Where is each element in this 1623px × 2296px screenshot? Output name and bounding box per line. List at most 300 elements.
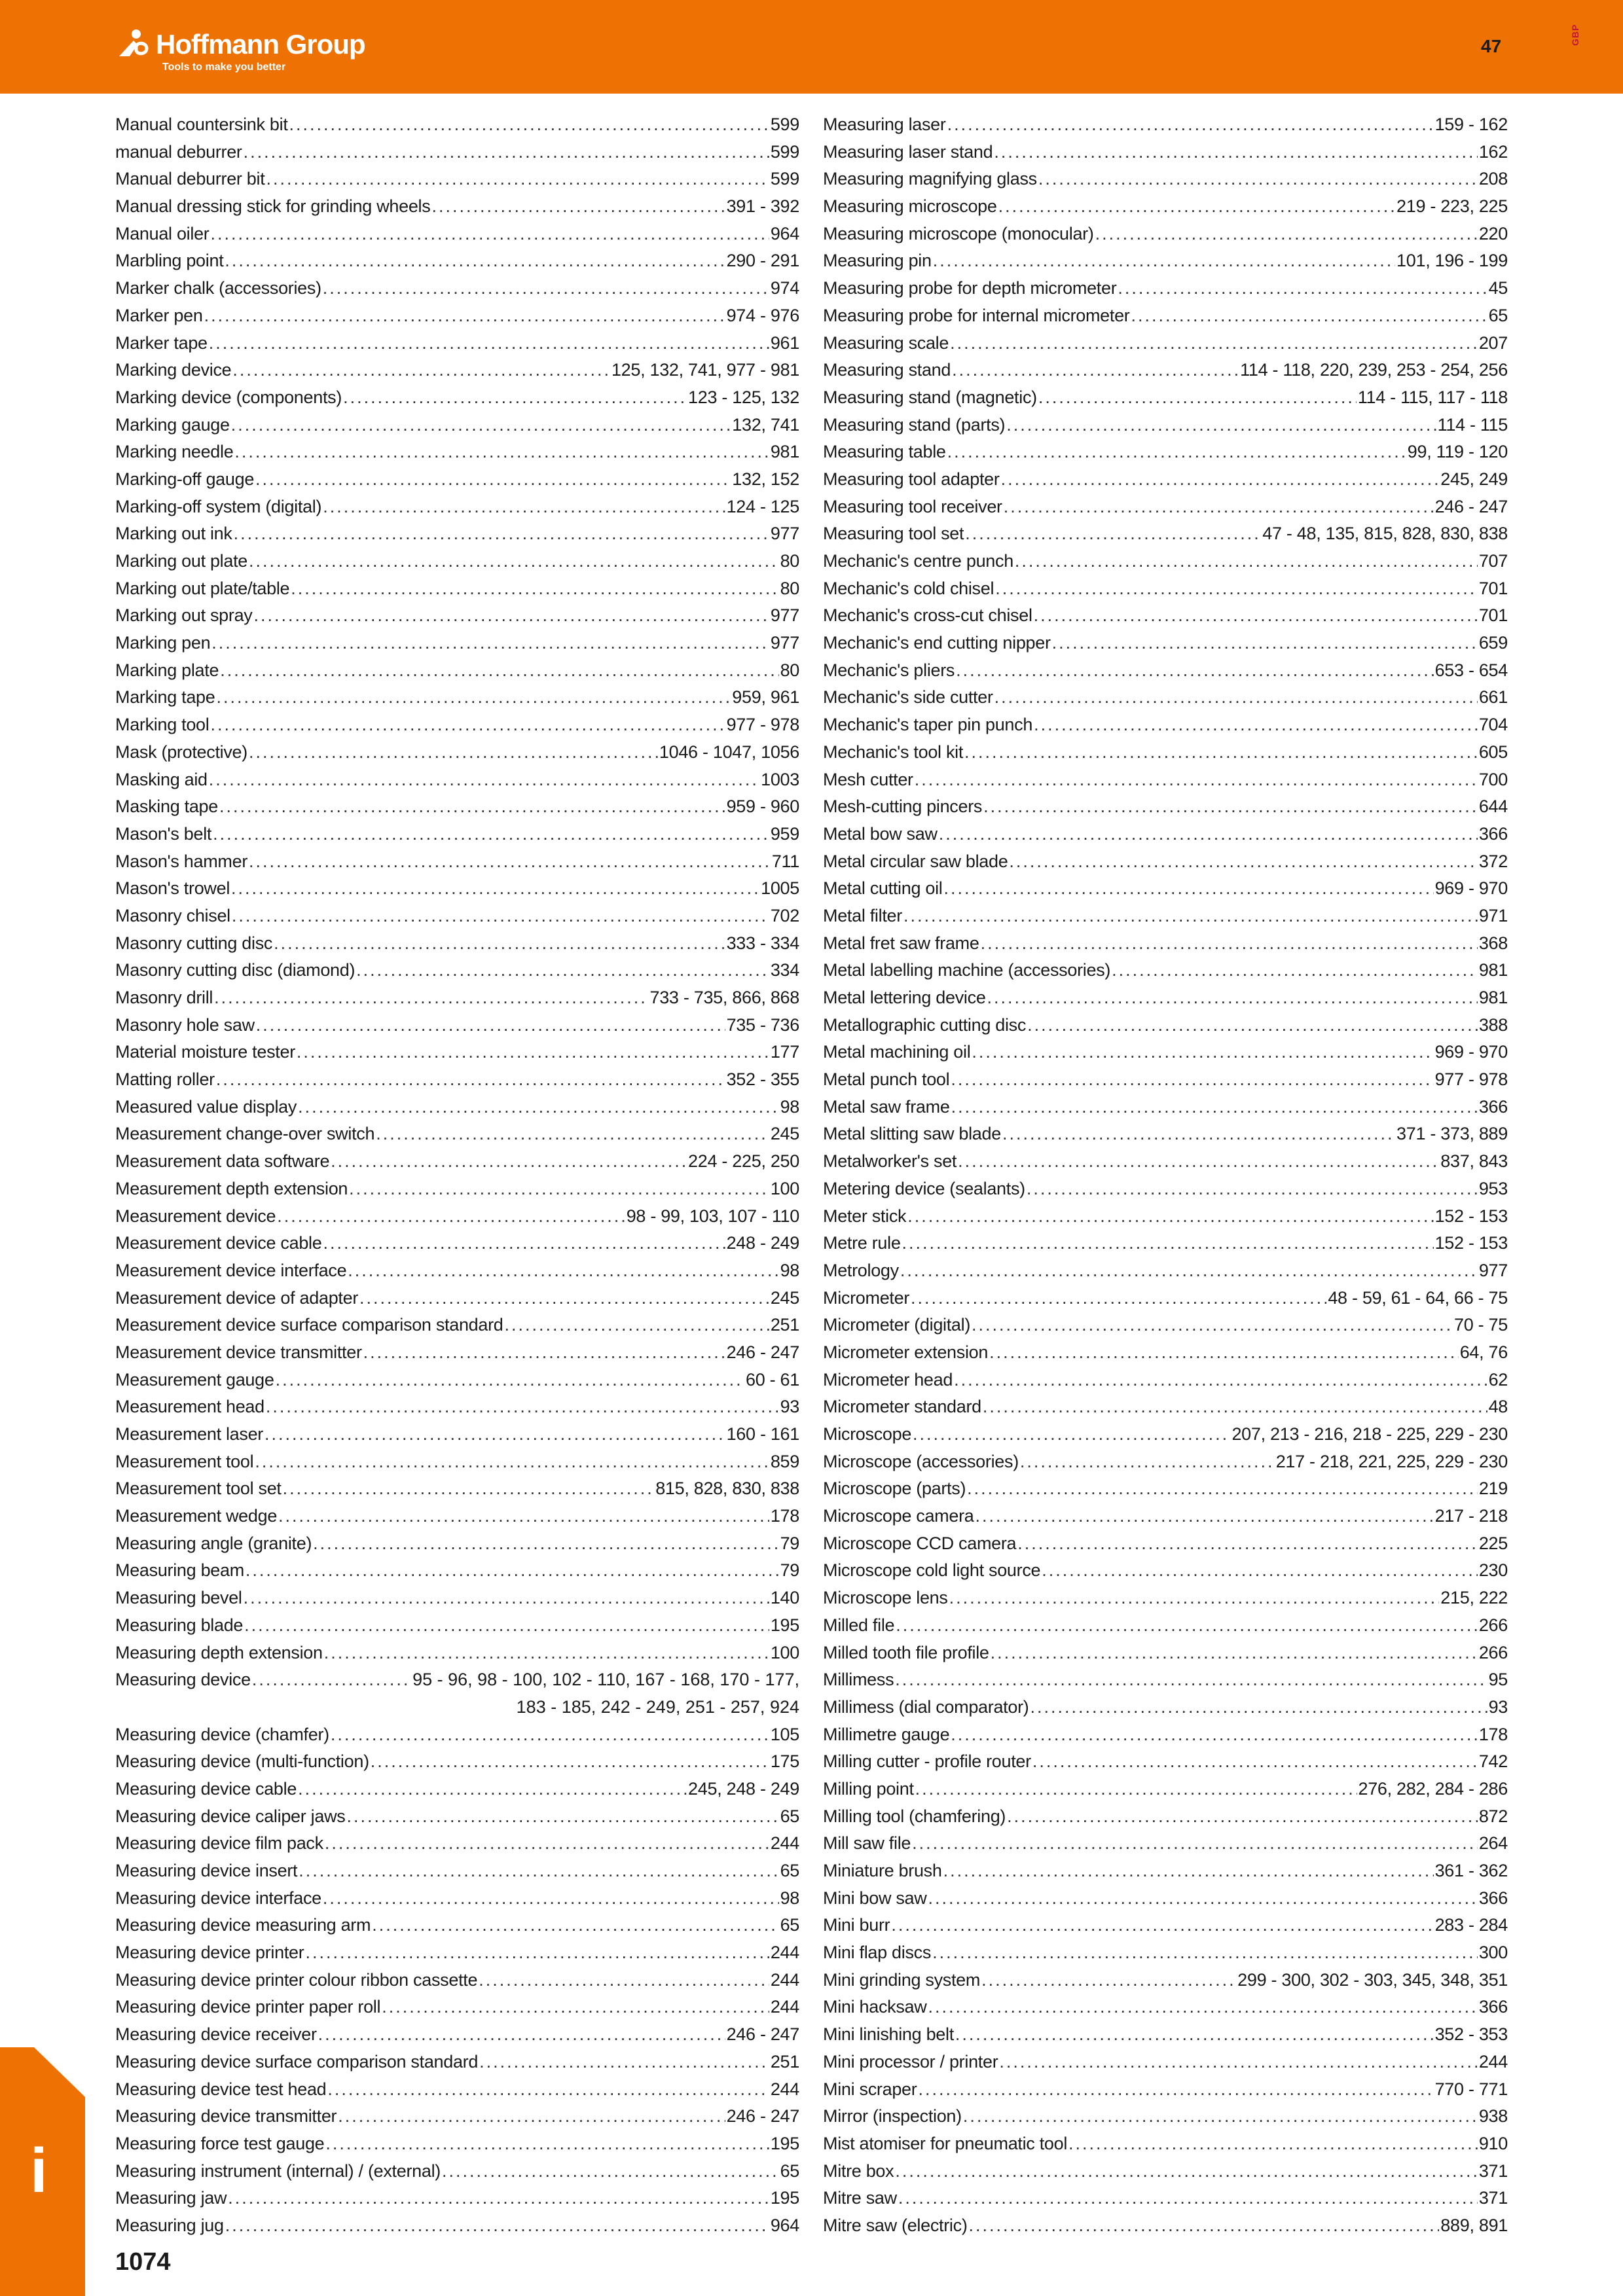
index-entry [115, 1121, 799, 1148]
index-entry [115, 2103, 799, 2130]
index-entry [823, 466, 1508, 493]
index-term: Measuring pin [823, 251, 932, 271]
index-term: Measuring tool set [823, 524, 964, 544]
index-pages: 65 [780, 1806, 799, 1826]
leader-dots [983, 1393, 1487, 1421]
index-term: Marking device [115, 360, 232, 380]
index-term: Milling point [823, 1778, 914, 1799]
index-pages: 245, 248 - 249 [688, 1778, 799, 1799]
index-pages: 246 - 247 [726, 1342, 799, 1362]
leader-dots [944, 875, 1434, 903]
index-term: Measurement wedge [115, 1506, 278, 1526]
index-term: Mechanic's pliers [823, 660, 955, 680]
index-entry [115, 330, 799, 357]
index-entry [115, 439, 799, 466]
index-term: Marking-off gauge [115, 469, 255, 489]
index-entry [823, 657, 1508, 685]
index-pages: 195 [770, 1615, 799, 1635]
index-pages: 208 [1478, 169, 1508, 189]
index-pages: 219 - 223, 225 [1396, 196, 1508, 217]
index-entry [115, 1721, 799, 1749]
index-pages: 352 - 353 [1434, 2024, 1508, 2045]
index-entry [823, 1503, 1508, 1530]
index-term: Masonry hole saw [115, 1014, 255, 1035]
index-entry [823, 1640, 1508, 1667]
leader-dots [964, 739, 1478, 766]
leader-dots [991, 1640, 1478, 1667]
leader-dots [998, 193, 1395, 221]
index-entry [823, 2076, 1508, 2104]
index-term: Measuring tool receiver [823, 496, 1002, 516]
index-entry [115, 1994, 799, 2021]
index-term: Measuring instrument (internal) / (external) [115, 2161, 441, 2181]
index-term: Micrometer [823, 1287, 910, 1308]
index-pages: 98 [780, 1096, 799, 1117]
leader-dots [234, 439, 769, 466]
index-entry [115, 2212, 799, 2240]
index-pages: 938 [1478, 2106, 1508, 2126]
leader-dots [1131, 302, 1487, 330]
index-entry [823, 1857, 1508, 1885]
leader-dots [1006, 412, 1436, 439]
index-entry [823, 1530, 1508, 1558]
index-entry [115, 466, 799, 493]
index-entry [115, 1530, 799, 1558]
leader-dots [928, 1885, 1477, 1912]
index-entry [115, 1012, 799, 1039]
index-entry [823, 903, 1508, 930]
index-term: Measuring device insert [115, 1861, 298, 1881]
index-column-right [823, 111, 1508, 2240]
index-term: Manual deburrer bit [115, 169, 265, 189]
leader-dots [211, 630, 769, 657]
index-entry [823, 1721, 1508, 1749]
index-pages: 152 - 153 [1434, 1206, 1508, 1226]
leader-dots [949, 1585, 1440, 1612]
index-entry [115, 1748, 799, 1776]
index-entry [823, 930, 1508, 958]
index-pages: 98 [780, 1260, 799, 1280]
index-pages: 48 [1488, 1397, 1508, 1417]
footer-page-number: 1074 [115, 2248, 171, 2276]
index-entry [115, 2130, 799, 2158]
index-entry [115, 1666, 799, 1721]
index-pages: 372 [1478, 851, 1508, 871]
index-term: Measurement gauge [115, 1369, 274, 1390]
index-term: Measuring probe for depth micrometer [823, 278, 1117, 298]
index-entry [823, 1230, 1508, 1257]
index-term: Material moisture tester [115, 1042, 295, 1062]
index-entry [115, 821, 799, 848]
index-entry [115, 1776, 799, 1803]
index-term: Measuring device interface [115, 1888, 321, 1908]
index-term: Marking out spray [115, 605, 253, 626]
leader-dots [214, 984, 648, 1012]
index-entry [823, 1776, 1508, 1803]
index-entry [823, 166, 1508, 193]
leader-dots [209, 330, 769, 357]
index-term: Manual oiler [115, 223, 210, 243]
leader-dots [1017, 1530, 1478, 1558]
index-pages: 1046 - 1047, 1056 [659, 742, 799, 762]
index-pages: 1003 [761, 769, 799, 789]
index-pages: 977 - 978 [1434, 1069, 1508, 1090]
leader-dots [951, 1066, 1433, 1094]
index-pages: 707 [1478, 551, 1508, 571]
index-term: Marbling point [115, 251, 224, 271]
logo-mark-icon [117, 27, 155, 60]
leader-dots [382, 1994, 769, 2021]
leader-dots [896, 1612, 1478, 1640]
index-term: Measuring device cable [115, 1778, 297, 1799]
index-entry [115, 739, 799, 766]
index-pages: 977 - 978 [726, 715, 799, 735]
index-pages: 93 [780, 1397, 799, 1417]
index-term: Metal filter [823, 905, 902, 925]
leader-dots [1034, 711, 1478, 739]
index-entry [115, 984, 799, 1012]
index-entry [823, 1285, 1508, 1312]
leader-dots [254, 602, 769, 630]
leader-dots [911, 1285, 1326, 1312]
leader-dots [981, 930, 1478, 958]
index-term: Marking plate [115, 660, 219, 680]
index-entry [823, 793, 1508, 821]
leader-dots [277, 1203, 625, 1230]
index-entry [823, 1557, 1508, 1585]
leader-dots [291, 575, 778, 603]
index-entry [823, 848, 1508, 876]
index-pages: 977 [1478, 1260, 1508, 1280]
index-term: Mesh-cutting pincers [823, 797, 983, 817]
index-pages: 391 - 392 [726, 196, 799, 217]
index-term: Mini burr [823, 1915, 890, 1935]
index-entry [115, 2185, 799, 2212]
index-pages: 969 - 970 [1434, 878, 1508, 899]
index-pages: 60 - 61 [746, 1369, 799, 1390]
leader-dots [213, 821, 769, 848]
index-pages: 276, 282, 284 - 286 [1358, 1778, 1508, 1799]
index-term: Micrometer standard [823, 1397, 981, 1417]
index-pages: 599 [770, 169, 799, 189]
index-pages: 701 [1478, 578, 1508, 598]
index-entry [115, 1039, 799, 1066]
index-pages: 283 - 284 [1434, 1915, 1508, 1935]
index-entry [823, 247, 1508, 275]
index-entry [115, 1257, 799, 1285]
index-pages: 64, 76 [1459, 1342, 1508, 1362]
index-term: Measurement change-over switch [115, 1124, 375, 1144]
index-entry [823, 1666, 1508, 1694]
index-term: Marking tape [115, 687, 215, 708]
index-pages: 162 [1478, 141, 1508, 162]
index-term: Mesh cutter [823, 769, 913, 789]
index-term: Mini grinding system [823, 1969, 981, 1990]
index-entry [115, 1203, 799, 1230]
leader-dots [995, 575, 1478, 603]
index-pages: 244 [770, 1833, 799, 1854]
index-entry [823, 1393, 1508, 1421]
index-pages: 45 [1488, 278, 1508, 298]
leader-dots [895, 1666, 1487, 1694]
index-term: Mason's hammer [115, 851, 248, 871]
leader-dots [1009, 848, 1477, 876]
leader-dots [234, 520, 769, 548]
index-entry [823, 1012, 1508, 1039]
index-pages: 959, 961 [732, 687, 799, 708]
leader-dots [915, 1776, 1357, 1803]
index-term: Micrometer extension [823, 1342, 989, 1362]
index-term: Measuring device measuring arm [115, 1915, 371, 1935]
leader-dots [1020, 1448, 1275, 1476]
index-pages: 352 - 355 [726, 1069, 799, 1090]
index-entry [823, 1039, 1508, 1066]
index-entry [823, 2130, 1508, 2158]
index-term: Measuring device printer colour ribbon cassette [115, 1969, 478, 1990]
index-entry [823, 384, 1508, 412]
index-pages: 371 [1478, 2161, 1508, 2181]
index-term: Measuring device surface comparison standard [115, 2051, 479, 2072]
info-icon: i [30, 2136, 48, 2206]
index-term: Mechanic's end cutting nipper [823, 633, 1051, 653]
index-pages: 125, 132, 741, 977 - 981 [611, 360, 799, 380]
leader-dots [987, 984, 1478, 1012]
index-entry [823, 1421, 1508, 1448]
leader-dots [232, 357, 610, 384]
leader-dots [323, 493, 725, 521]
index-pages: 114 - 115, 117 - 118 [1357, 387, 1508, 407]
index-pages: 742 [1478, 1751, 1508, 1772]
index-entry [823, 1967, 1508, 1994]
index-pages: 889, 891 [1440, 2215, 1508, 2235]
index-entry [115, 848, 799, 876]
index-entry [823, 1748, 1508, 1776]
index-entry [823, 875, 1508, 903]
index-term: Measuring microscope [823, 196, 997, 217]
leader-dots [231, 412, 731, 439]
index-pages: 974 [770, 278, 799, 298]
index-term: Measuring probe for internal micrometer [823, 305, 1130, 325]
index-entry [823, 630, 1508, 657]
leader-dots [266, 1393, 779, 1421]
leader-dots [952, 357, 1239, 384]
index-term: Mill saw file [823, 1833, 911, 1854]
index-entry [115, 1148, 799, 1175]
index-pages: 872 [1478, 1806, 1508, 1826]
leader-dots [951, 1721, 1478, 1749]
leader-dots [1038, 384, 1357, 412]
index-term: Metal lettering device [823, 988, 986, 1007]
leader-dots [219, 793, 725, 821]
index-pages: 220 [1478, 223, 1508, 243]
index-entry [823, 1694, 1508, 1721]
leader-dots [994, 139, 1478, 166]
leader-dots [372, 1912, 778, 1939]
leader-dots [479, 2049, 769, 2076]
index-pages: 95 - 96, 98 - 100, 102 - 110, 167 - 168, 170 - 177, 183 - 185, 242 - 249, 251 - 257, 924 [412, 1670, 799, 1717]
index-pages: 178 [770, 1506, 799, 1526]
leader-dots [318, 2021, 725, 2049]
leader-dots [220, 657, 778, 685]
index-entry [115, 903, 799, 930]
index-term: Mason's belt [115, 823, 212, 844]
index-entry [823, 330, 1508, 357]
index-pages: 366 [1478, 1997, 1508, 2017]
leader-dots [969, 2212, 1440, 2240]
index-entry [823, 1066, 1508, 1094]
index-term: Mini bow saw [823, 1888, 927, 1908]
index-entry [115, 1448, 799, 1476]
index-term: Masking tape [115, 797, 218, 817]
index-term: Measurement laser [115, 1424, 263, 1444]
index-term: Measuring tool adapter [823, 469, 1000, 489]
index-term: Microscope lens [823, 1588, 948, 1608]
leader-dots [244, 1585, 769, 1612]
index-entry [115, 1640, 799, 1667]
leader-dots [950, 330, 1478, 357]
leader-dots [907, 1203, 1433, 1230]
index-term: Manual countersink bit [115, 115, 288, 134]
index-entry [115, 630, 799, 657]
index-entry [115, 2158, 799, 2185]
leader-dots [1001, 466, 1440, 493]
index-term: Measurement device [115, 1206, 276, 1226]
index-entry [823, 439, 1508, 466]
index-entry [823, 493, 1508, 521]
index-entry [115, 1094, 799, 1121]
index-entry [823, 2212, 1508, 2240]
index-entry [115, 1612, 799, 1640]
index-term: Marker tape [115, 332, 208, 353]
index-pages: 62 [1488, 1369, 1508, 1390]
leader-dots [928, 1994, 1477, 2021]
index-pages: 815, 828, 830, 838 [655, 1479, 799, 1499]
leader-dots [255, 466, 731, 493]
index-term: Mitre saw [823, 2188, 897, 2208]
leader-dots [932, 1939, 1478, 1967]
leader-dots [210, 711, 725, 739]
index-entry [823, 357, 1508, 384]
leader-dots [955, 2021, 1434, 2049]
index-pages: 160 - 161 [726, 1424, 799, 1444]
leader-dots [951, 1094, 1478, 1121]
index-pages: 711 [771, 851, 799, 871]
index-term: Mini hacksaw [823, 1997, 927, 2017]
index-entry [823, 193, 1508, 221]
index-term: Marking device (components) [115, 387, 342, 407]
index-entry [115, 1393, 799, 1421]
index-pages: 733 - 735, 866, 868 [649, 988, 799, 1007]
index-term: Masking aid [115, 769, 208, 789]
index-term: Measuring blade [115, 1615, 244, 1635]
index-entry [115, 1939, 799, 1967]
index-pages: 244 [770, 2079, 799, 2099]
leader-dots [231, 875, 759, 903]
index-term: Microscope camera [823, 1506, 974, 1526]
index-pages: 245 [770, 1124, 799, 1144]
index-entry [115, 193, 799, 221]
leader-dots [305, 1939, 769, 1967]
index-entry [115, 793, 799, 821]
index-term: Metallographic cutting disc [823, 1014, 1027, 1035]
leader-dots [327, 2076, 769, 2104]
index-term: Manual dressing stick for grinding wheels [115, 196, 431, 217]
index-pages: 65 [780, 1915, 799, 1935]
index-pages: 93 [1488, 1696, 1508, 1717]
index-term: Matting roller [115, 1069, 215, 1090]
index-entry [115, 357, 799, 384]
index-entry [823, 111, 1508, 139]
index-pages: 702 [770, 905, 799, 925]
index-term: Marking pen [115, 633, 211, 653]
index-term: Mist atomiser for pneumatic tool [823, 2133, 1068, 2153]
index-pages: 977 [770, 633, 799, 653]
index-term: Measuring bevel [115, 1588, 242, 1608]
leader-dots [1027, 1175, 1478, 1203]
brand-name: Hoffmann Group [156, 29, 365, 60]
index-pages: 964 [770, 2215, 799, 2235]
index-term: Measuring device [115, 1670, 251, 1690]
index-pages: 704 [1478, 715, 1508, 735]
index-pages: 959 [770, 823, 799, 844]
index-term: Measurement device cable [115, 1233, 322, 1253]
index-pages: 251 [770, 1315, 799, 1335]
index-entry [115, 1967, 799, 1994]
index-pages: 114 - 118, 220, 239, 253 - 254, 256 [1240, 360, 1508, 380]
leader-dots [343, 384, 687, 412]
index-entry [115, 493, 799, 521]
index-term: Marking gauge [115, 414, 230, 435]
leader-dots [1034, 602, 1478, 630]
index-entry [823, 520, 1508, 548]
index-pages: 98 - 99, 103, 107 - 110 [626, 1206, 799, 1226]
leader-dots [255, 1448, 769, 1476]
index-term: Metal circular saw blade [823, 851, 1008, 871]
index-term: Measurement device interface [115, 1260, 347, 1280]
index-pages: 368 [1478, 933, 1508, 953]
index-pages: 770 - 771 [1434, 2079, 1508, 2099]
index-pages: 178 [1478, 1724, 1508, 1744]
index-pages: 700 [1478, 769, 1508, 789]
index-term: Measuring device (multi-function) [115, 1751, 369, 1772]
leader-dots [947, 439, 1406, 466]
index-entry [115, 221, 799, 248]
leader-dots [256, 1012, 725, 1039]
index-entry [823, 2103, 1508, 2130]
index-pages: 79 [780, 1560, 799, 1581]
index-pages: 334 [770, 960, 799, 980]
leader-dots [918, 2076, 1433, 2104]
index-pages: 959 - 960 [726, 797, 799, 817]
index-pages: 371 [1478, 2188, 1508, 2208]
index-term: Measuring stand [823, 360, 951, 380]
index-pages: 80 [780, 660, 799, 680]
leader-dots [323, 275, 769, 302]
index-entry [823, 1830, 1508, 1857]
index-entry [115, 1912, 799, 1939]
index-term: Measuring device (chamfer) [115, 1724, 329, 1744]
index-pages: 981 [1478, 988, 1508, 1007]
index-term: Mask (protective) [115, 742, 247, 762]
index-entry [823, 1094, 1508, 1121]
index-entry [115, 657, 799, 685]
index-entry [115, 575, 799, 603]
index-term: Micrometer (digital) [823, 1315, 971, 1335]
index-entry [823, 1475, 1508, 1503]
leader-dots [349, 1175, 769, 1203]
index-entry [115, 548, 799, 575]
index-pages: 123 - 125, 132 [688, 387, 799, 407]
